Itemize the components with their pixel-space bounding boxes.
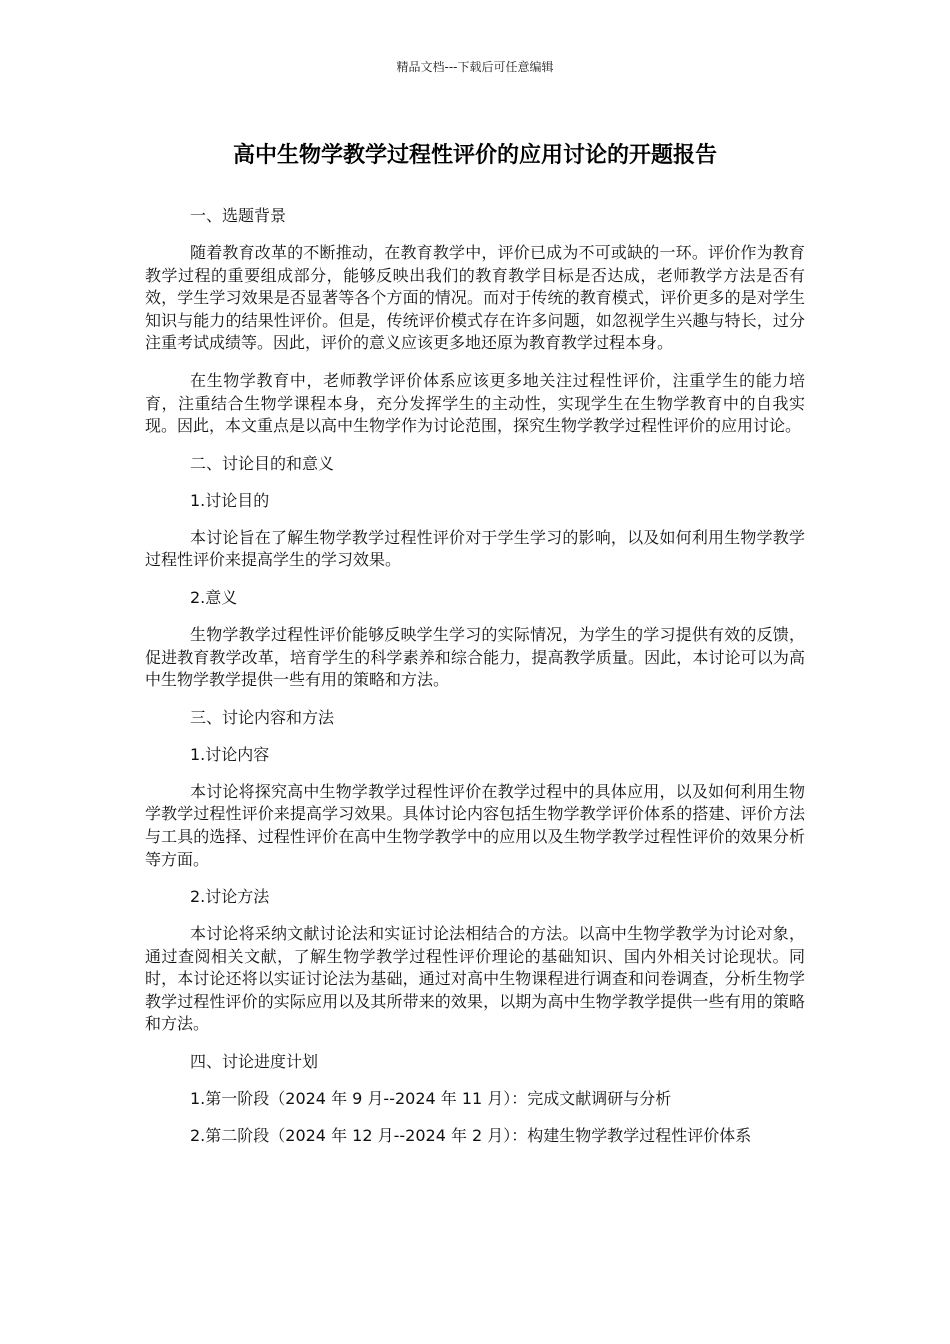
section-heading: 二、讨论目的和意义 xyxy=(190,453,335,473)
document-body xyxy=(145,205,805,1162)
subsection-heading: 2.意义 xyxy=(190,587,238,607)
paragraph: 生物学教学过程性评价能够反映学生学习的实际情况，为学生的学习提供有效的反馈，促进教育教学改革，培育学生的科学素养和综合能力，提高教学质量。因此，本讨论可以为高中生物学教学提供一些有用的策略和方法。 xyxy=(145,624,805,690)
section-heading: 四、讨论进度计划 xyxy=(190,1052,319,1072)
paragraph: 本讨论将探究高中生物学教学过程性评价在教学过程中的具体应用，以及如何利用生物学教学过程性评价来提高学习效果。具体讨论内容包括生物学教学评价体系的搭建、评价方法与工具的选择、过程性评价在高中生物学教学中的应用以及生物学教学过程性评价的效果分析等方面。 xyxy=(145,781,805,869)
subsection-heading: 1.讨论内容 xyxy=(190,744,270,764)
schedule-item: 1.第一阶段（2024 年 9 月--2024 年 11 月）：完成文献调研与分析 xyxy=(190,1089,672,1109)
section-heading: 一、选题背景 xyxy=(190,206,287,225)
section-content-methods xyxy=(145,707,805,1036)
paragraph: 随着教育改革的不断推动，在教育教学中，评价已成为不可或缺的一环。评价作为教育教学过程的重要组成部分，能够反映出我们的教育教学目标是否达成，老师教学方法是否有效，学生学习效果是否显著等各个方面的情况。而对于传统的教育模式，评价更多的是对学生知识与能力的结果性评价。但是，传统评价模式存在许多问题，如忽视学生兴趣与特长，过分注重考试成绩等。因此，评价的意义应该更多地还原为教育教学过程本身。 xyxy=(145,243,805,353)
page-header: 精品文档---下载后可任意编辑 xyxy=(396,60,554,74)
paragraph: 本讨论将采纳文献讨论法和实证讨论法相结合的方法。以高中生物学教学为讨论对象，通过查阅相关文献，了解生物学教学过程性评价理论的基础知识、国内外相关讨论现状。同时，本讨论还将以实证讨论法为基础，通过对高中生物课程进行调查和问卷调查，分析生物学教学过程性评价的实际应用以及其所带来的效果，以期为高中生物学教学提供一些有用的策略和方法。 xyxy=(145,924,805,1034)
paragraph: 在生物学教育中，老师教学评价体系应该更多地关注过程性评价，注重学生的能力培育，注重结合生物学课程本身，充分发挥学生的主动性，实现学生在生物学教育中的自我实现。因此，本文重点是以高中生物学作为讨论范围，探究生物学教学过程性评价的应用讨论。 xyxy=(145,370,805,436)
section-schedule xyxy=(145,1051,805,1147)
subsection-heading: 2.讨论方法 xyxy=(190,887,270,907)
schedule-item: 2.第二阶段（2024 年 12 月--2024 年 2 月）：构建生物学教学过程性评价体系 xyxy=(190,1126,752,1146)
section-background xyxy=(145,205,805,438)
subsection-heading: 1.讨论目的 xyxy=(190,490,270,510)
document-title: 高中生物学教学过程性评价的应用讨论的开题报告 xyxy=(232,143,717,168)
section-heading: 三、讨论内容和方法 xyxy=(190,707,335,727)
paragraph: 本讨论旨在了解生物学教学过程性评价对于学生学习的影响，以及如何利用生物学教学过程性评价来提高学生的学习效果。 xyxy=(145,527,805,570)
section-purpose xyxy=(145,453,805,692)
